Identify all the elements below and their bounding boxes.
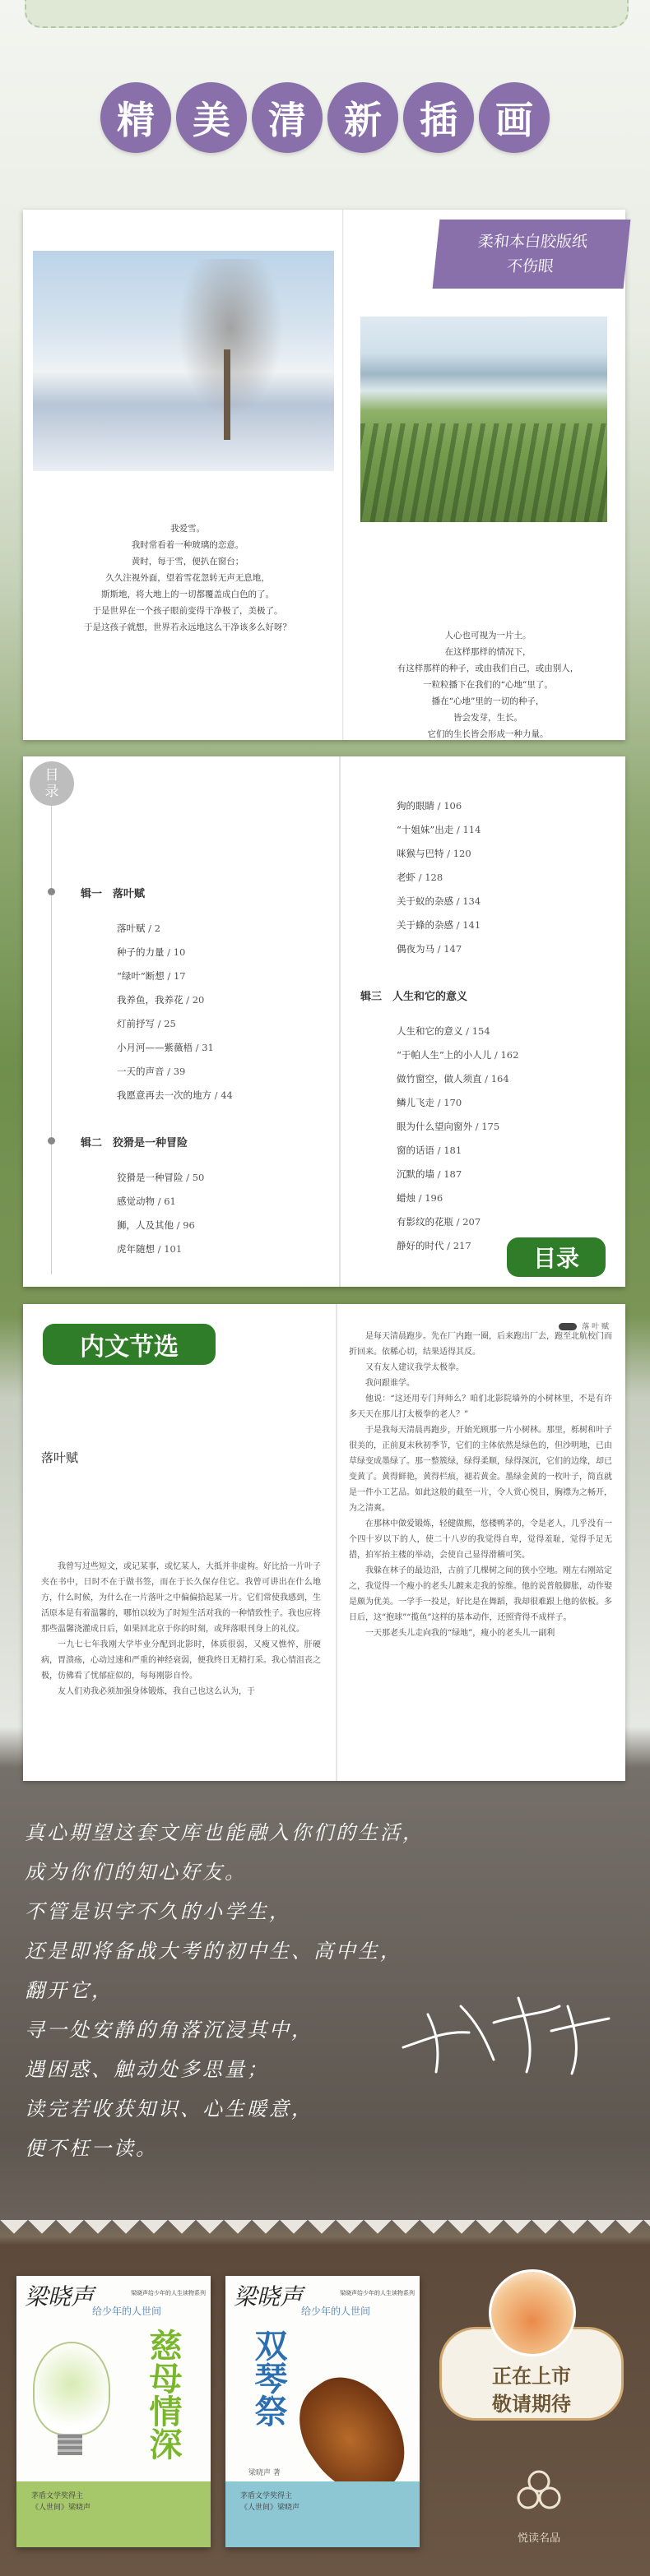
toc-entry-page: 181 xyxy=(443,1145,462,1156)
autumn-scene-icon xyxy=(489,2269,576,2356)
toc-entry-separator: / xyxy=(453,1216,463,1228)
toc-entry-separator: / xyxy=(183,994,193,1006)
author-signature-icon xyxy=(395,1982,617,2080)
crop-rows xyxy=(360,423,607,522)
toc-entry xyxy=(117,946,185,959)
toc-entry xyxy=(117,1065,185,1078)
book-author: 梁晓声 著 xyxy=(248,2469,281,2477)
poem-line: 播在“心地”里的一切的种子， xyxy=(431,696,545,706)
toc-entry xyxy=(117,1171,204,1184)
toc-entry xyxy=(117,922,160,935)
toc-entry-separator: / xyxy=(434,943,444,955)
toc-entry-separator: / xyxy=(491,1049,501,1061)
toc-entry xyxy=(397,823,481,836)
book-subtitle: 给少年的人世间 xyxy=(301,2305,371,2317)
toc-entry-page: 217 xyxy=(453,1240,471,1251)
poem-right xyxy=(352,627,624,742)
toc-entry-page: 147 xyxy=(443,943,462,955)
toc-entry-title: 我养鱼，我养花 xyxy=(117,994,183,1006)
banner-line-2: 不伤眼 xyxy=(505,257,555,275)
message-line: 读完若收获知识、心生暖意， xyxy=(25,2097,313,2120)
toc-entry-title: 狗的眼睛 xyxy=(397,800,434,812)
toc-entry-separator: / xyxy=(193,1042,202,1053)
illustration-spread xyxy=(23,210,625,740)
table-of-contents-spread xyxy=(23,756,625,1287)
toc-entry-separator: / xyxy=(155,1018,165,1029)
toc-dot xyxy=(48,888,55,895)
toc-entry xyxy=(117,1089,233,1102)
toc-entry-page: 50 xyxy=(192,1172,205,1183)
toc-entry xyxy=(397,1215,481,1228)
poem-left xyxy=(39,520,336,636)
excerpt-right-text xyxy=(349,1329,612,1641)
message-line: 寻一处安静的角落沉浸其中， xyxy=(25,2019,313,2042)
toc-entry-page: 25 xyxy=(164,1018,176,1029)
toc-entry-separator: / xyxy=(211,1089,221,1101)
book-footer-line-2: 《人世间》梁晓声 xyxy=(240,2504,300,2512)
toc-entry-title: 落叶赋 xyxy=(117,923,146,934)
toc-entry-separator: / xyxy=(164,946,174,958)
promo-line-1: 正在上市 xyxy=(492,2365,571,2388)
poem-line: 人心也可视为一片土。 xyxy=(444,631,532,641)
book-footer xyxy=(16,2481,211,2547)
toc-entry-title: 做竹窗空，做人须直 xyxy=(397,1073,482,1085)
title-char: 精 xyxy=(100,82,171,153)
toc-entry xyxy=(397,918,481,932)
lightbulb-icon xyxy=(33,2342,110,2435)
book-gutter xyxy=(336,1304,337,1781)
toc-entry-separator: / xyxy=(443,1240,453,1251)
toc-entry-title: 狮，人及其他 xyxy=(117,1219,174,1231)
poem-line: 久久注视外面，望着雪花忽转无声无息地， xyxy=(105,573,270,583)
poem-line: 于是世界在一个孩子眼前变得干净极了，美极了。 xyxy=(92,606,283,616)
promo-badge xyxy=(420,2253,642,2500)
lightbulb-base xyxy=(58,2434,82,2455)
book-gutter xyxy=(342,210,344,740)
toc-entry xyxy=(117,993,204,1006)
title-char: 新 xyxy=(327,82,398,153)
excerpt-paragraph: 他说：“这还用专门拜师么？咱们北影院墙外的小树林里，不是有许多天天在那儿打太极拳的老人？” xyxy=(349,1394,612,1419)
excerpt-paragraph: 又有友人建议我学太极拳。 xyxy=(365,1363,464,1372)
toc-dot xyxy=(48,1137,55,1145)
toc-section-heading: 辑三 人生和它的意义 xyxy=(360,991,468,1003)
book-footer xyxy=(225,2481,420,2547)
toc-entry-page: 120 xyxy=(453,848,471,859)
toc-entry-page: 17 xyxy=(173,970,186,982)
book-gutter xyxy=(339,756,341,1287)
toc-entry-page: 44 xyxy=(221,1089,233,1101)
toc-entry xyxy=(117,1041,214,1054)
toc-entry-separator: / xyxy=(155,1243,165,1255)
toc-entry-title: 灯前抒写 xyxy=(117,1018,155,1029)
toc-entry-separator: / xyxy=(453,895,463,907)
toc-entry-title: 一天的声音 xyxy=(117,1066,165,1077)
toc-entry-separator: / xyxy=(155,1196,165,1207)
toc-entry-page: 154 xyxy=(471,1025,490,1037)
toc-section-heading: 辑一 落叶赋 xyxy=(81,888,146,900)
toc-entry-title: 虎年随想 xyxy=(117,1243,155,1255)
toc-entry-page: 61 xyxy=(164,1196,176,1207)
message-line: 不管是识字不久的小学生， xyxy=(25,1900,291,1923)
toc-entry-separator: / xyxy=(164,1066,174,1077)
toc-entry-separator: / xyxy=(434,1145,444,1156)
toc-entry-title: 眼为什么望向窗外 xyxy=(397,1121,472,1132)
toc-badge-char-2: 录 xyxy=(44,784,59,800)
toc-badge xyxy=(30,761,74,806)
excerpt-paragraph: 我躲在林子的最边沿，古前了几棵树之间的狭小空地。刚左右刚站定之，我觉得一个瘦小的老头儿踱来走我的惊维。他的说普般脚胀，动作娶是颇为优美。一学手一投足，好比是在舞蹈，我却很难跟上他的依板。多日后，这“抱球”“揽鱼”这样的基本动作，还照背得不成样子。 xyxy=(349,1566,612,1622)
toc-entry-page: 128 xyxy=(425,872,443,883)
toc-entry xyxy=(117,1195,176,1208)
toc-entry-page: 2 xyxy=(154,923,161,934)
toc-entry-page: 162 xyxy=(500,1049,519,1061)
toc-entry-separator: / xyxy=(453,919,463,931)
book-footer-line-1: 茅盾文学奖得主 xyxy=(240,2492,293,2500)
toc-entry-title: 鳞儿飞走 xyxy=(397,1097,434,1108)
toc-entry xyxy=(397,1072,509,1085)
toc-entry-page: 101 xyxy=(164,1243,183,1255)
toc-entry-title: “十姐妹”出走 xyxy=(397,824,454,835)
book-series: 梁晓声给少年的人生读物系列 xyxy=(340,2290,415,2296)
excerpt-tag: 内文节选 xyxy=(43,1324,216,1365)
book-title: 慈母情深 xyxy=(144,2329,182,2460)
book-signature: 梁晓声 xyxy=(234,2283,304,2310)
poem-line: 皆会发芽，生长。 xyxy=(453,713,522,723)
title-char: 美 xyxy=(176,82,247,153)
toc-entry-title: 种子的力量 xyxy=(117,946,165,958)
poem-line: 我时常看着一种玻璃的恋意。 xyxy=(131,540,244,550)
toc-entry-page: 39 xyxy=(173,1066,186,1077)
toc-entry-page: 10 xyxy=(173,946,186,958)
toc-entry-separator: / xyxy=(481,1073,491,1085)
poem-line: 一粒粒播下在我们的“心地”里了。 xyxy=(423,680,553,690)
field-illustration xyxy=(360,317,607,522)
toc-entry xyxy=(397,895,481,908)
toc-entry-separator: / xyxy=(145,923,155,934)
toc-entry xyxy=(117,1017,176,1030)
toc-entry xyxy=(397,1168,462,1181)
toc-entry xyxy=(117,1242,182,1256)
toc-entry-title: “绿叶”断想 xyxy=(117,970,165,982)
toc-entry-title: 狡猾是一种冒险 xyxy=(117,1172,183,1183)
toc-entry-separator: / xyxy=(183,1172,193,1183)
toc-entry-separator: / xyxy=(472,1121,482,1132)
toc-entry-title: 关于蜂的杂感 xyxy=(397,919,453,931)
toc-entry-page: 134 xyxy=(462,895,481,907)
toc-entry-title: 咪猴与巴特 xyxy=(397,848,444,859)
excerpt-paragraph: 于是我每天清晨再跑步，开始光顾那一片小树林。那里，栎树和叶子很美的，正前夏末秋初季节，它们的主体依然是绿色的，但沙明地，已由草绿变成墨绿了。那一整簇绿，绿得柔顺，绿得深沉，它们的边缘，却已变黄了。黄得鲜艳，黄得栏痕，褪若黄金。墨绿金黄的一枚叶子，简直就是一件小工艺品。如此这般的截至一片，令人赏心悦目，胸襟为之畅开，为之清爽。 xyxy=(349,1426,612,1513)
toc-entry-page: 114 xyxy=(462,824,481,835)
publisher-logo-icon xyxy=(513,2467,564,2518)
toc-entry xyxy=(397,871,443,884)
toc-entry-page: 196 xyxy=(425,1192,443,1204)
book-title: 双琴祭 xyxy=(249,2329,287,2427)
toc-entry-separator: / xyxy=(434,800,444,812)
toc-entry-title: 静好的时代 xyxy=(397,1240,444,1251)
toc-entry-page: 175 xyxy=(481,1121,500,1132)
message-line: 翻开它， xyxy=(25,1979,114,2002)
toc-entry-title: 沉默的墙 xyxy=(397,1168,434,1180)
toc-entry-separator: / xyxy=(416,1192,425,1204)
toc-badge-char-1: 目 xyxy=(44,767,59,784)
toc-entry xyxy=(397,1024,490,1038)
toc-entry-separator: / xyxy=(174,1219,183,1231)
toc-entry-title: 偶夜为马 xyxy=(397,943,434,955)
book-cover-shuangqinji xyxy=(225,2276,420,2547)
excerpt-paragraph: 我曾写过些短文，或记某事，或忆某人，大抵并非虚构。好比拾一片叶子夹在书中，日时不在于做书签，而在于长久保存住它。我曾可讲出在什么地方，什么时候，为什么在一片落叶之中偏偏拾起某一片。它们常使我感到，生活原本是有着温馨的，哪怕以较为了时短生活对我的一种情致性子。我也应将那些温馨浇灌成日后，如果回北京于你的时刻，或拜落眼刊身上的礼仪。 xyxy=(41,1562,321,1634)
poem-line: 于是这孩子就想，世界若永远地这么干净该多么好呀？ xyxy=(84,622,291,632)
excerpt-paragraph: 一九七七年我刚大学毕业分配到北影时，体质很弱，又瘦又憔悴，肝硬病，胃溃疡，心动过速和严重的神经衰弱，便我终日无精打采。我心情沮丧之极，仿佛看了忧郁症似的，每每刚影自怜。 xyxy=(41,1640,321,1681)
toc-timeline xyxy=(51,806,52,1274)
toc-entry xyxy=(397,799,462,812)
excerpt-paragraph: 一天那老头儿走向我的“绿地”，瘦小的老头儿一副利 xyxy=(365,1629,555,1638)
toc-entry-separator: / xyxy=(416,872,425,883)
title-char: 插 xyxy=(403,82,474,153)
toc-entry xyxy=(117,969,186,983)
toc-entry-title: 老虾 xyxy=(397,872,416,883)
toc-entry-separator: / xyxy=(453,824,463,835)
tree-trunk xyxy=(224,349,230,440)
poem-line: 斯斯地，将大地上的一切都覆盖成白色的了。 xyxy=(101,590,274,599)
toc-entry-page: 106 xyxy=(443,800,462,812)
toc-entry-page: 96 xyxy=(183,1219,195,1231)
toc-entry xyxy=(117,1219,195,1232)
section-title xyxy=(0,82,650,153)
book-cover-cimuqingshen xyxy=(16,2276,211,2547)
toc-entry xyxy=(397,1144,462,1157)
top-tab-decoration xyxy=(25,0,629,28)
publisher-name: 悦读名品 xyxy=(517,2532,560,2545)
toc-entry-title: 关于蚁的杂感 xyxy=(397,895,453,907)
toc-entry-separator: / xyxy=(164,970,174,982)
toc-entry xyxy=(397,1239,471,1252)
chapter-title: 落叶赋 xyxy=(41,1450,79,1465)
toc-entry-title: 感觉动物 xyxy=(117,1196,155,1207)
poem-line: 我爱雪。 xyxy=(170,524,205,534)
toc-entry-page: 31 xyxy=(202,1042,214,1053)
toc-entry-page: 20 xyxy=(192,994,205,1006)
message-line: 还是即将备战大考的初中生、高中生， xyxy=(25,1940,402,1963)
toc-entry xyxy=(397,1191,443,1205)
banner-line-1: 柔和本白胶版纸 xyxy=(476,233,589,251)
toc-entry-title: 小月河——紫薇梧 xyxy=(117,1042,193,1053)
excerpt-left-text xyxy=(41,1559,321,1700)
toc-entry-title: 有影纹的花瓶 xyxy=(397,1216,453,1228)
toc-entry-page: 207 xyxy=(462,1216,481,1228)
book-signature: 梁晓声 xyxy=(25,2283,95,2310)
toc-entry-separator: / xyxy=(443,848,453,859)
message-line: 真心期望这套文库也能融入你们的生活， xyxy=(25,1821,425,1844)
book-footer-line-1: 茅盾文学奖得主 xyxy=(31,2492,84,2500)
excerpt-paragraph: 友人们劝我必须加强身体锻炼，我自己也这么认为，于 xyxy=(58,1687,255,1696)
message-line: 遇困惑、触动处多思量； xyxy=(25,2058,269,2081)
running-head: 落 叶 赋 xyxy=(559,1320,609,1331)
poem-line: 有这样那样的种子，或由我们自己，或由别人， xyxy=(397,664,579,673)
poem-line: 它们的生长皆会形成一种力量。 xyxy=(427,729,549,739)
title-char: 清 xyxy=(252,82,323,153)
toc-entry-page: 187 xyxy=(443,1168,462,1180)
toc-entry-page: 170 xyxy=(443,1097,462,1108)
paper-quality-banner xyxy=(433,220,631,289)
toc-entry-title: 人生和它的意义 xyxy=(397,1025,463,1037)
toc-tag: 目录 xyxy=(507,1237,606,1277)
toc-entry-separator: / xyxy=(434,1097,444,1108)
excerpt-paragraph: 是每天清晨跑步。先在厂内跑一圈，后来跑出厂去，跑至北航校门而折回来。依稀心切，结果适得其反。 xyxy=(349,1332,612,1357)
toc-entry xyxy=(397,1120,499,1133)
poem-line: 在这样那样的情况下， xyxy=(444,647,532,657)
toc-entry xyxy=(397,847,471,860)
winter-tree-illustration xyxy=(33,251,334,471)
toc-entry-title: “于帕人生”上的小人儿 xyxy=(397,1049,492,1061)
toc-entry xyxy=(397,1096,462,1109)
promo-line-2: 敬请期待 xyxy=(492,2393,571,2416)
excerpt-spread xyxy=(23,1304,625,1781)
toc-entry-title: 窗的话语 xyxy=(397,1145,434,1156)
toc-section-heading: 辑二 狡猾是一种冒险 xyxy=(81,1137,188,1149)
book-subtitle: 给少年的人世间 xyxy=(92,2305,162,2317)
toc-entry-separator: / xyxy=(462,1025,472,1037)
tree-icon xyxy=(169,259,292,432)
book-series: 梁晓声给少年的人生读物系列 xyxy=(131,2290,206,2296)
message-line: 便不枉一读。 xyxy=(25,2137,158,2160)
poem-line: 黄时，每于雪，便扒在窗台； xyxy=(131,557,244,567)
excerpt-paragraph: 在那林中做爱锻炼，轻健做熙，悠楼鸭茅的，令是老人，几乎没有一个四十岁以下的人，使二十八岁的我觉得自卑，觉得羞耻，觉得手足无措，拍军抬主楼的举动，会使自己显得滑稽可笑。 xyxy=(349,1519,612,1560)
toc-entry-title: 我愿意再去一次的地方 xyxy=(117,1089,211,1101)
message-line: 成为你们的知心好友。 xyxy=(25,1861,247,1884)
toc-entry xyxy=(397,942,462,955)
title-char: 画 xyxy=(479,82,550,153)
toc-entry-title: 蜡烛 xyxy=(397,1192,416,1204)
toc-entry xyxy=(397,1048,518,1061)
toc-entry-page: 141 xyxy=(462,919,481,931)
book-footer-line-2: 《人世间》梁晓声 xyxy=(31,2504,91,2512)
excerpt-paragraph: 我问跟谁学。 xyxy=(365,1379,415,1388)
zigzag-divider xyxy=(0,2220,650,2248)
toc-entry-separator: / xyxy=(434,1168,444,1180)
toc-entry-page: 164 xyxy=(490,1073,509,1085)
